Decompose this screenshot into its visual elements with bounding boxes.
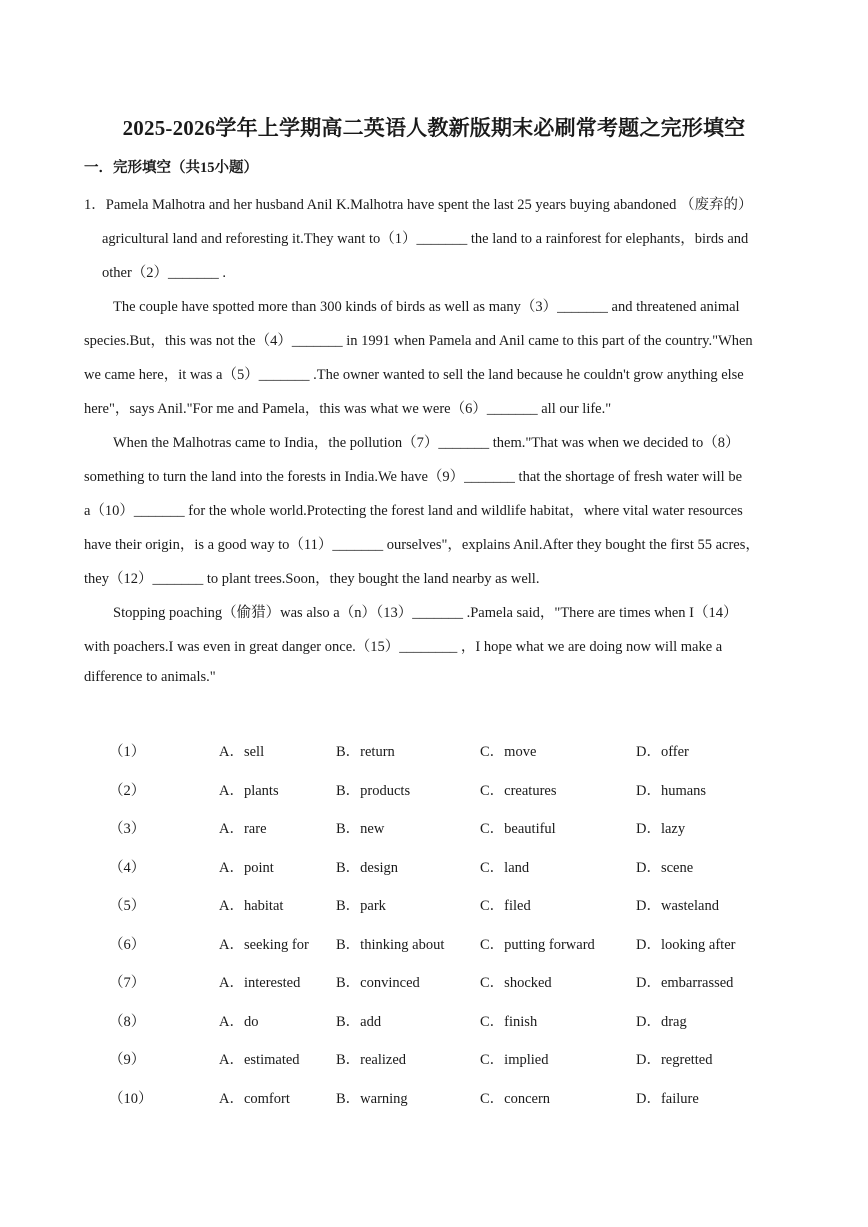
passage-line: they（12）_______ to plant trees.Soon，they bought the land nearby as well. xyxy=(84,571,540,587)
option-c: C．move xyxy=(480,744,537,760)
passage-line: agricultural land and reforesting it.They want to（1）_______ the land to a rainforest for elephants，birds and xyxy=(102,231,749,247)
option-c: C．land xyxy=(480,860,530,876)
option-row xyxy=(0,856,868,876)
option-a: A．do xyxy=(219,1014,259,1030)
option-b: B．warning xyxy=(336,1091,408,1107)
option-d: D．drag xyxy=(636,1014,687,1030)
option-row xyxy=(0,1087,868,1107)
option-c: C．concern xyxy=(480,1091,551,1107)
option-d: D．embarrassed xyxy=(636,975,734,991)
option-d: D．lazy xyxy=(636,821,686,837)
passage-line: something to turn the land into the forests in India.We have（9）_______ that the shortage of fresh water will be xyxy=(84,469,743,485)
option-a: A．habitat xyxy=(219,898,284,914)
option-b: B．return xyxy=(336,744,395,760)
passage-line: have their origin，is a good way to（11）_______ ourselves"，explains Anil.After they bought the first 55 acres， xyxy=(84,537,760,553)
option-a: A．plants xyxy=(219,783,279,799)
passage-line: species.But，this was not the（4）_______ in 1991 when Pamela and Anil came to this part of the country."When xyxy=(84,333,753,349)
passage-line: difference to animals." xyxy=(84,669,216,685)
option-b: B．new xyxy=(336,821,385,837)
option-b: B．realized xyxy=(336,1052,407,1068)
option-row xyxy=(0,740,868,760)
option-d: D．scene xyxy=(636,860,694,876)
option-d: D．looking after xyxy=(636,937,736,953)
question-number: （7） xyxy=(109,975,146,991)
option-row xyxy=(0,1010,868,1030)
option-b: B．convinced xyxy=(336,975,420,991)
option-row xyxy=(0,817,868,837)
option-b: B．products xyxy=(336,783,411,799)
question-number: （6） xyxy=(109,937,146,953)
option-b: B．add xyxy=(336,1014,382,1030)
passage-line: we came here，it was a（5）_______ .The owner wanted to sell the land because he couldn't grow anything else xyxy=(84,367,744,383)
passage-line: with poachers.I was even in great danger once.（15）________ ，I hope what we are doing now will make a xyxy=(84,639,723,655)
question-number: （5） xyxy=(109,898,146,914)
option-b: B．park xyxy=(336,898,386,914)
option-row xyxy=(0,933,868,953)
option-c: C．creatures xyxy=(480,783,557,799)
option-row xyxy=(0,894,868,914)
passage-line: Stopping poaching（偷猎）was also a（n）（13）_______ .Pamela said，"There are times when I（14） xyxy=(113,605,738,621)
option-c: C．implied xyxy=(480,1052,549,1068)
option-row xyxy=(0,1048,868,1068)
option-a: A．seeking for xyxy=(219,937,309,953)
section-heading: 一．完形填空（共15小题） xyxy=(84,160,258,176)
passage-line: here"，says Anil."For me and Pamela，this was what we were（6）_______ all our life." xyxy=(84,401,612,417)
option-c: C．shocked xyxy=(480,975,552,991)
option-d: D．wasteland xyxy=(636,898,719,914)
passage-line: 1．Pamela Malhotra and her husband Anil K.Malhotra have spent the last 25 years buying abandoned （废弃的） xyxy=(84,197,753,213)
option-d: D．offer xyxy=(636,744,689,760)
option-d: D．regretted xyxy=(636,1052,713,1068)
passage-line: When the Malhotras came to India，the pollution（7）_______ them."That was when we decided to（8） xyxy=(113,435,740,451)
option-a: A．comfort xyxy=(219,1091,290,1107)
option-a: A．rare xyxy=(219,821,267,837)
option-a: A．sell xyxy=(219,744,265,760)
question-number: （8） xyxy=(109,1014,146,1030)
question-number: （3） xyxy=(109,821,146,837)
question-number: （2） xyxy=(109,783,146,799)
option-c: C．putting forward xyxy=(480,937,595,953)
option-c: C．finish xyxy=(480,1014,538,1030)
option-c: C．beautiful xyxy=(480,821,556,837)
page-title: 2025-2026学年上学期高二英语人教新版期末必刷常考题之完形填空 xyxy=(122,116,746,140)
option-a: A．point xyxy=(219,860,274,876)
option-d: D．failure xyxy=(636,1091,699,1107)
passage-line: other（2）_______ . xyxy=(102,265,227,281)
question-number: （10） xyxy=(109,1091,153,1107)
option-row xyxy=(0,779,868,799)
option-a: A．interested xyxy=(219,975,301,991)
option-b: B．design xyxy=(336,860,399,876)
option-d: D．humans xyxy=(636,783,707,799)
option-b: B．thinking about xyxy=(336,937,445,953)
option-row xyxy=(0,971,868,991)
question-number: （1） xyxy=(109,744,146,760)
question-number: （9） xyxy=(109,1052,146,1068)
option-a: A．estimated xyxy=(219,1052,300,1068)
passage-line: The couple have spotted more than 300 kinds of birds as well as many（3）_______ and threatened animal xyxy=(113,299,740,315)
option-c: C．filed xyxy=(480,898,531,914)
question-number: （4） xyxy=(109,860,146,876)
passage-line: a（10）_______ for the whole world.Protecting the forest land and wildlife habitat，where vital water resources xyxy=(84,503,743,519)
